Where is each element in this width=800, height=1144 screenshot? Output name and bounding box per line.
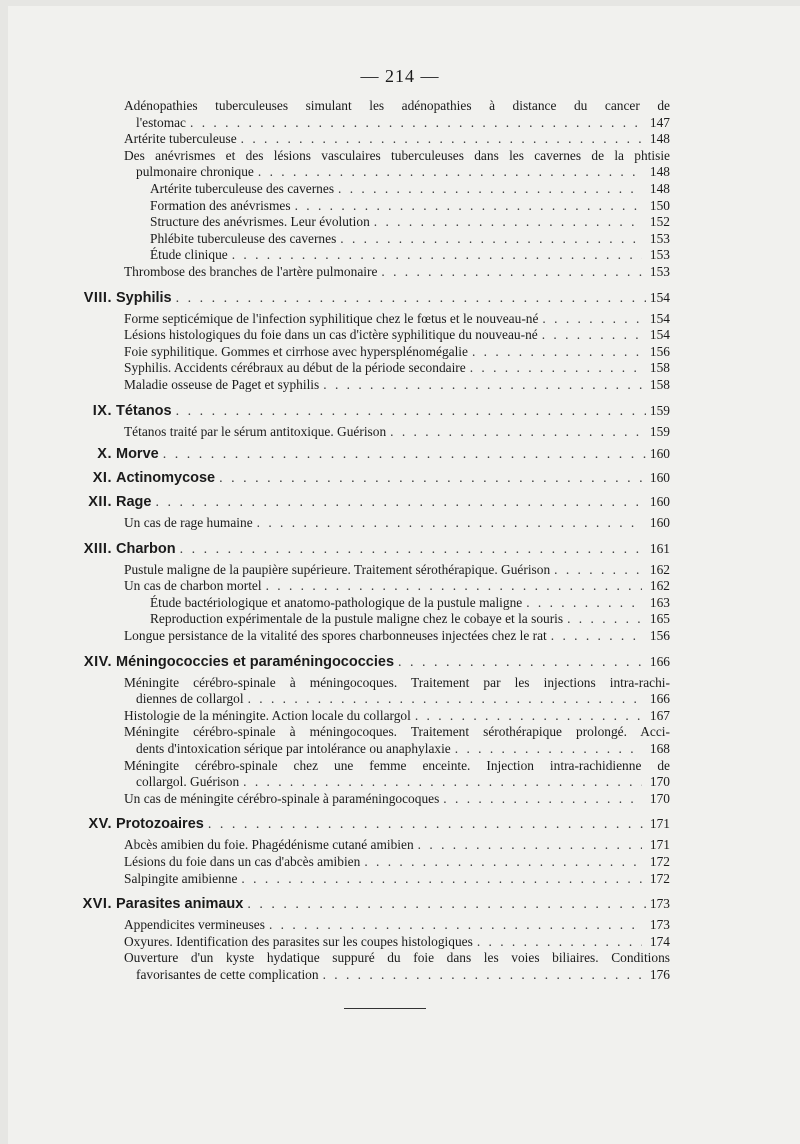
entry-continuation — [0, 967, 670, 984]
section-number: VIII. — [83, 289, 112, 306]
toc-entry[interactable] — [0, 724, 800, 757]
entry-title-line: Ouverture d'un kyste hydatique suppuré du foie dans les voies biliaires. Conditions — [124, 950, 670, 966]
toc-entry[interactable] — [0, 758, 800, 791]
page-reference: 174 — [649, 933, 670, 949]
dot-leader — [269, 917, 642, 934]
page-reference: 160 — [649, 515, 670, 531]
toc-entry[interactable] — [0, 950, 800, 983]
section-title: Parasites animaux — [116, 896, 244, 913]
toc-entry[interactable] — [0, 247, 670, 264]
entry-continuation — [0, 115, 670, 132]
dot-leader — [374, 214, 642, 231]
page-reference: 176 — [649, 966, 670, 982]
entry-title: Thrombose des branches de l'artère pulmonaire — [124, 263, 378, 279]
entry-title: l'estomac — [136, 114, 187, 130]
dot-leader — [257, 515, 642, 532]
entry-title-line: Méningite cérébro-spinale à méningocoques. Traitement par les injections intra-rachi- — [124, 674, 670, 690]
page-reference: 150 — [649, 197, 670, 213]
section-title: Tétanos — [116, 402, 172, 419]
toc-entry[interactable] — [0, 708, 670, 725]
dot-leader — [323, 377, 642, 394]
entry-title: Reproduction expérimentale de la pustule maligne chez le cobaye et la souris — [150, 611, 564, 627]
toc-entry[interactable] — [0, 675, 800, 708]
entry-title: Lésions histologiques du foie dans un cas d'ictère syphilitique du nouveau-né — [124, 327, 538, 343]
page-reference: 170 — [649, 790, 670, 806]
entry-title: Foie syphilitique. Gommes et cirrhose avec hypersplénomégalie — [124, 343, 468, 359]
page-reference: 160 — [649, 470, 670, 486]
entry-title: Artérite tuberculeuse — [124, 131, 237, 147]
page-reference: 171 — [649, 837, 670, 853]
page-reference: 166 — [649, 653, 670, 669]
dot-leader — [390, 424, 642, 441]
toc-entry[interactable] — [0, 854, 670, 871]
page-reference: 156 — [649, 628, 670, 644]
section-heading[interactable] — [0, 469, 670, 488]
toc-entry[interactable] — [0, 515, 670, 532]
page-reference: 172 — [649, 870, 670, 886]
section-heading[interactable] — [0, 815, 670, 834]
toc-entry[interactable] — [0, 214, 670, 231]
toc-entry[interactable] — [0, 562, 670, 579]
closing-rule — [344, 1008, 426, 1009]
page-reference: 154 — [649, 327, 670, 343]
toc-entry[interactable] — [0, 578, 670, 595]
toc-entry[interactable] — [0, 344, 670, 361]
page-reference: 158 — [649, 360, 670, 376]
dot-leader — [443, 791, 642, 808]
entry-title: Pustule maligne de la paupière supérieure. Traitement sérothérapique. Guérison — [124, 561, 551, 577]
entry-title: Appendicites vermineuses — [124, 917, 265, 933]
dot-leader — [567, 611, 642, 628]
toc-entry[interactable] — [0, 360, 670, 377]
dot-leader — [247, 896, 646, 914]
dot-leader — [295, 198, 642, 215]
toc-entry[interactable] — [0, 198, 670, 215]
entry-title: Maladie osseuse de Paget et syphilis — [124, 376, 320, 392]
page-reference: 153 — [649, 247, 670, 263]
entry-title: Formation des anévrismes — [150, 197, 291, 213]
dot-leader — [470, 360, 642, 377]
section-heading[interactable] — [0, 445, 670, 464]
dot-leader — [176, 403, 646, 421]
page-reference: 161 — [649, 540, 670, 556]
entry-title: collargol. Guérison — [136, 774, 240, 790]
toc-entry[interactable] — [0, 424, 670, 441]
entry-title: diennes de collargol — [136, 691, 244, 707]
dot-leader — [542, 311, 642, 328]
toc-entry[interactable] — [0, 837, 670, 854]
entry-title: Syphilis. Accidents cérébraux au début de la période secondaire — [124, 360, 466, 376]
page-reference: 147 — [649, 114, 670, 130]
page-reference: 159 — [649, 402, 670, 418]
page-reference: 162 — [649, 578, 670, 594]
section-number: XII. — [88, 494, 112, 511]
page-reference: 165 — [649, 611, 670, 627]
section-heading[interactable] — [0, 540, 670, 559]
dot-leader — [323, 967, 642, 984]
dot-leader — [398, 654, 646, 672]
dot-leader — [526, 595, 642, 612]
page-reference: 159 — [649, 423, 670, 439]
entry-continuation — [0, 741, 670, 758]
section-title: Actinomycose — [116, 470, 216, 487]
dot-leader — [219, 470, 646, 488]
dot-leader — [208, 816, 646, 834]
dot-leader — [418, 837, 642, 854]
dot-leader — [542, 327, 642, 344]
entry-title-line: Méningite cérébro-spinale à méningocoques. Traitement sérothérapique prolongé. Acci- — [124, 724, 670, 740]
section-title: Méningococcies et paraméningococcies — [116, 653, 395, 670]
entry-title: Un cas de méningite cérébro-spinale à paraméningocoques — [124, 790, 440, 806]
dot-leader — [258, 164, 642, 181]
page-reference: 154 — [649, 310, 670, 326]
dot-leader — [232, 247, 642, 264]
section-title: Syphilis — [116, 289, 172, 306]
dot-leader — [176, 290, 646, 308]
entry-title-line: Adénopathies tuberculeuses simulant les adénopathies à distance du cancer de — [124, 98, 670, 113]
page-reference: 173 — [649, 917, 670, 933]
entry-title: dents d'intoxication sérique par intolérance ou anaphylaxie — [136, 741, 451, 757]
dot-leader — [241, 131, 642, 148]
entry-title: Salpingite amibienne — [124, 870, 238, 886]
page-reference: 170 — [649, 774, 670, 790]
dot-leader — [338, 181, 642, 198]
entry-title: Forme septicémique de l'infection syphilitique chez le fœtus et le nouveau-né — [124, 310, 539, 326]
toc-entry[interactable] — [0, 148, 800, 181]
section-heading[interactable] — [0, 895, 670, 914]
entry-title: Abcès amibien du foie. Phagédénisme cutané amibien — [124, 837, 414, 853]
toc-entry[interactable] — [0, 611, 670, 628]
dot-leader — [163, 446, 646, 464]
entry-continuation — [0, 774, 670, 791]
section-number: XV. — [88, 816, 112, 833]
entry-title: Histologie de la méningite. Action locale du collargol — [124, 707, 411, 723]
page-reference: 172 — [649, 854, 670, 869]
page-reference: 162 — [649, 561, 670, 577]
section-title: Morve — [116, 446, 159, 463]
entry-title: Un cas de rage humaine — [124, 515, 253, 531]
page-reference: 156 — [649, 343, 670, 359]
toc-entry[interactable] — [0, 131, 670, 148]
section-heading[interactable] — [0, 289, 670, 308]
dot-leader — [455, 741, 642, 758]
entry-title: Phlébite tuberculeuse des cavernes — [150, 230, 337, 246]
page-number: — 214 — — [360, 66, 440, 86]
entry-title: Étude bactériologique et anatomo-pathologique de la pustule maligne — [150, 594, 523, 610]
toc-entry[interactable] — [0, 595, 670, 612]
section-title: Charbon — [116, 540, 176, 557]
dot-leader — [155, 494, 645, 512]
entry-title: Tétanos traité par le sérum antitoxique. Guérison — [124, 423, 387, 439]
toc-entry[interactable] — [0, 264, 670, 281]
page-reference: 160 — [649, 446, 670, 462]
toc-entry[interactable] — [0, 791, 670, 808]
toc-entry[interactable] — [0, 327, 670, 344]
toc-entry[interactable] — [0, 181, 670, 198]
page-reference: 160 — [649, 494, 670, 510]
dot-leader — [477, 934, 642, 951]
section-heading[interactable] — [0, 493, 670, 512]
page-reference: 168 — [649, 741, 670, 757]
page-reference: 163 — [649, 594, 670, 610]
dot-leader — [364, 854, 642, 871]
entry-title: Oxyures. Identification des parasites sur les coupes histologiques — [124, 933, 473, 949]
entry-title: Structure des anévrismes. Leur évolution — [150, 214, 370, 230]
page-reference: 148 — [649, 131, 670, 147]
page-reference: 153 — [649, 263, 670, 279]
page-reference: 158 — [649, 376, 670, 392]
dot-leader — [415, 708, 642, 725]
section-heading[interactable] — [0, 402, 670, 421]
page-reference: 148 — [649, 180, 670, 196]
page-reference: 154 — [649, 289, 670, 305]
page-reference: 152 — [649, 214, 670, 230]
entry-continuation — [0, 691, 670, 708]
entry-title: pulmonaire chronique — [136, 164, 254, 180]
section-number: XI. — [92, 470, 112, 487]
page-reference: 171 — [649, 816, 670, 832]
dot-leader — [551, 628, 642, 645]
entry-title: Un cas de charbon mortel — [124, 578, 262, 594]
toc-entry[interactable] — [0, 311, 670, 328]
section-number: X. — [97, 446, 112, 463]
entry-title: Lésions du foie dans un cas d'abcès amibien — [124, 854, 361, 869]
entry-title-line: Des anévrismes et des lésions vasculaires tuberculeuses dans les cavernes de la phtisie — [124, 147, 670, 163]
section-title: Protozoaires — [116, 816, 204, 833]
toc-entry[interactable] — [0, 231, 670, 248]
section-heading[interactable] — [0, 653, 670, 672]
dot-leader — [241, 871, 642, 888]
section-number: XVI. — [82, 896, 112, 913]
dot-leader — [472, 344, 642, 361]
entry-continuation — [0, 164, 670, 181]
section-number: XIV. — [83, 653, 112, 670]
table-of-contents — [0, 98, 800, 984]
dot-leader — [340, 231, 642, 248]
dot-leader — [243, 774, 642, 791]
page-reference: 166 — [649, 691, 670, 707]
section-number: IX. — [92, 402, 112, 419]
page-reference: 148 — [649, 164, 670, 180]
entry-title-line: Méningite cérébro-spinale chez une femme enceinte. Injection intra-rachidienne de — [124, 757, 670, 773]
dot-leader — [190, 115, 642, 132]
section-number: XIII. — [83, 540, 112, 557]
entry-title: Longue persistance de la vitalité des spores charbonneuses injectées chez le rat — [124, 628, 547, 644]
toc-entry[interactable] — [0, 871, 670, 888]
page-reference: 173 — [649, 896, 670, 912]
toc-entry[interactable] — [0, 98, 800, 131]
dot-leader — [266, 578, 642, 595]
dot-leader — [248, 691, 642, 708]
toc-entry[interactable] — [0, 934, 670, 951]
toc-entry[interactable] — [0, 917, 670, 934]
entry-title: Étude clinique — [150, 247, 228, 263]
toc-entry[interactable] — [0, 628, 670, 645]
page-reference: 153 — [649, 230, 670, 246]
dot-leader — [381, 264, 642, 281]
toc-entry[interactable] — [0, 377, 670, 394]
section-title: Rage — [116, 494, 152, 511]
page-reference: 167 — [649, 707, 670, 723]
entry-title: Artérite tuberculeuse des cavernes — [150, 180, 335, 196]
entry-title: favorisantes de cette complication — [136, 966, 319, 982]
dot-leader — [180, 541, 646, 559]
dot-leader — [554, 562, 642, 579]
